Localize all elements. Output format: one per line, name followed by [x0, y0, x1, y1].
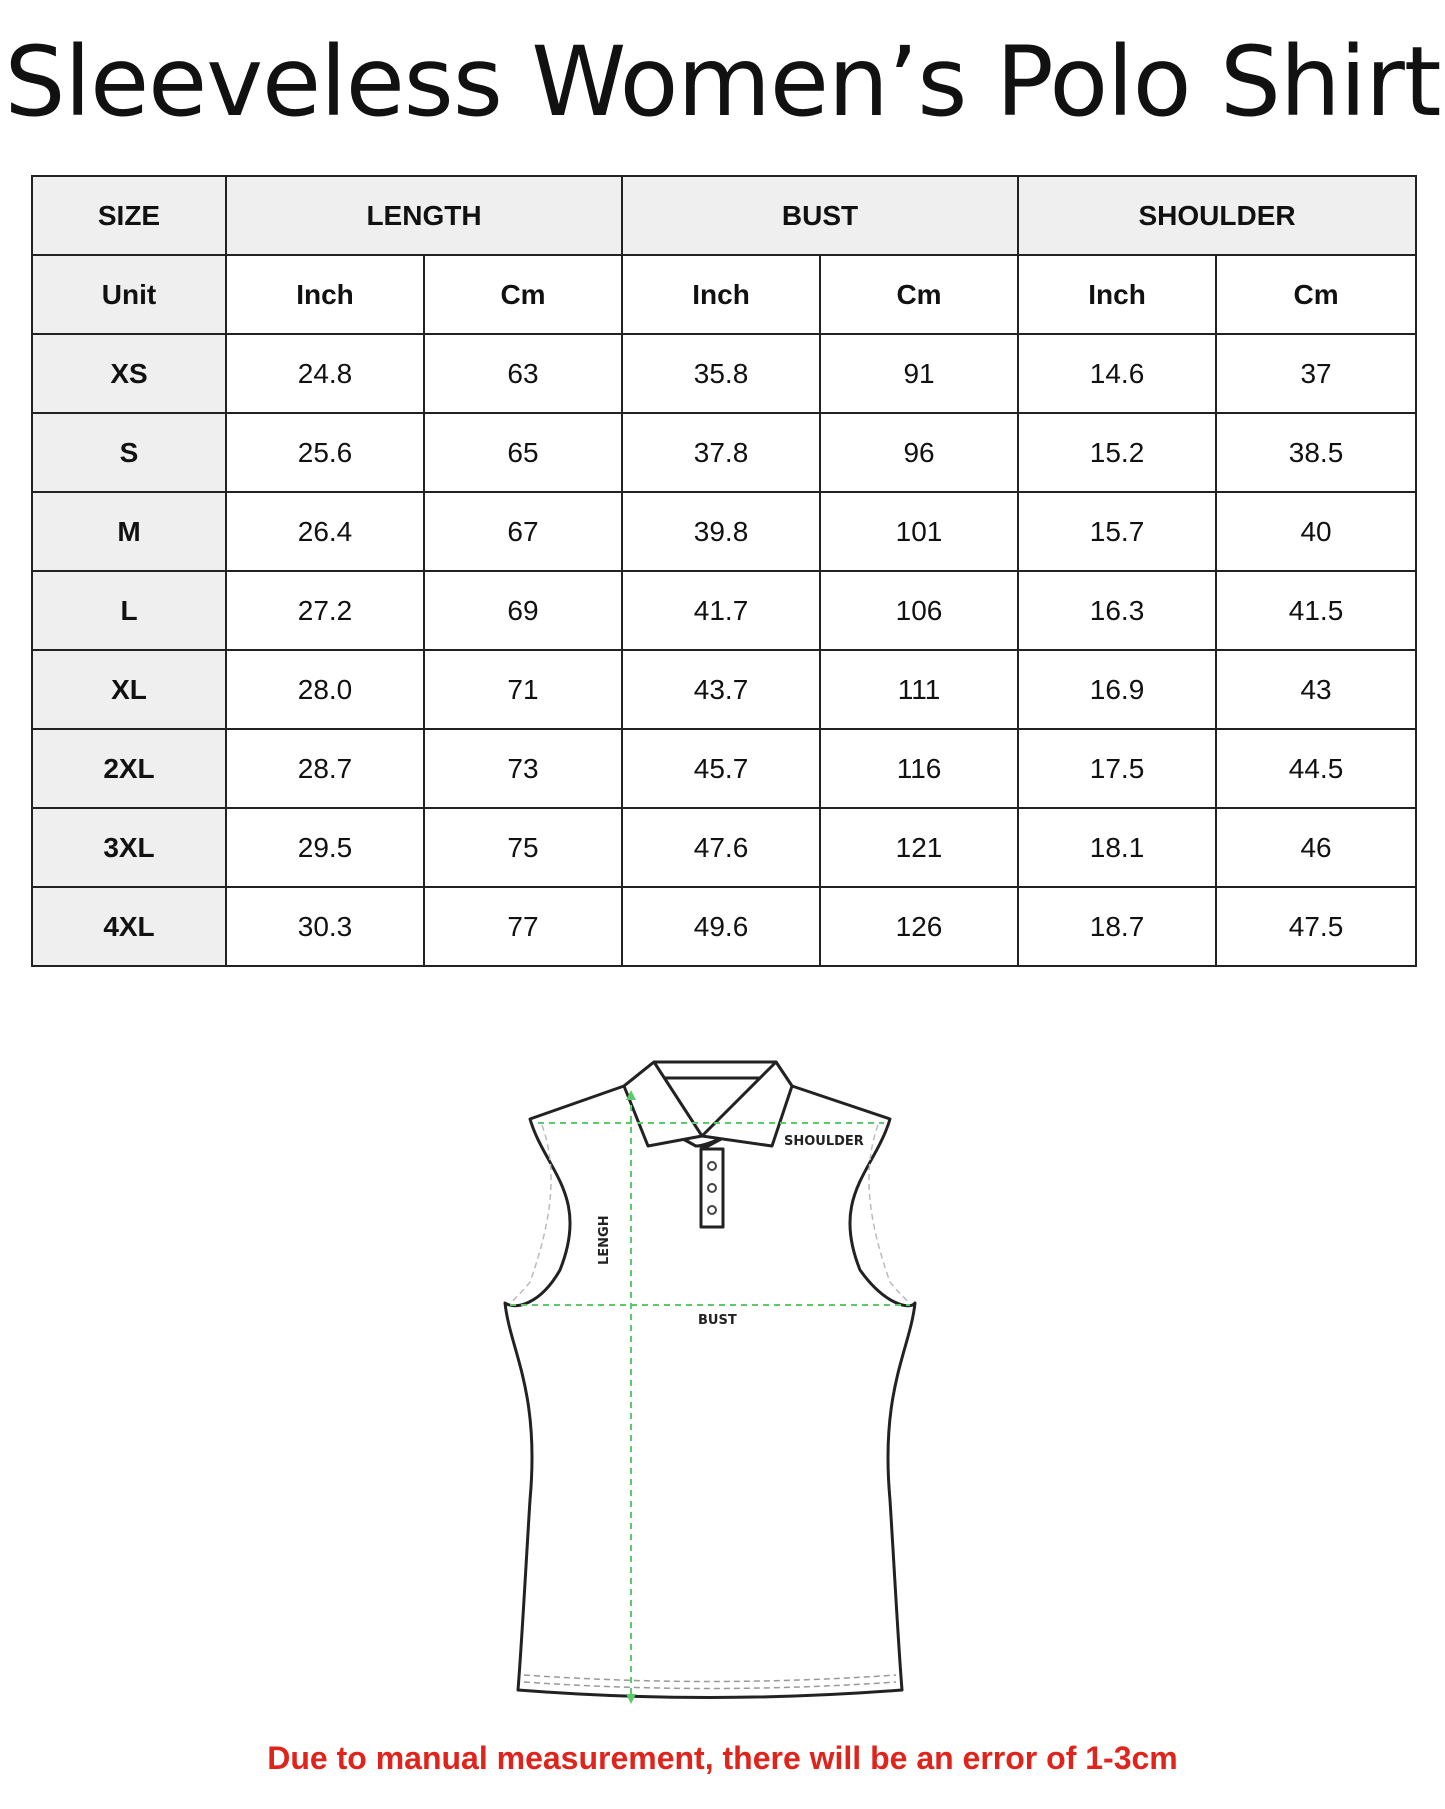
unit-label: Unit: [32, 255, 226, 334]
length-inch: 28.7: [226, 729, 424, 808]
header-shoulder: SHOULDER: [1018, 176, 1416, 255]
unit-row: [32, 255, 1416, 334]
unit-bust-cm: Cm: [820, 255, 1018, 334]
bust-inch: 45.7: [622, 729, 820, 808]
table-row: [32, 729, 1416, 808]
bust-inch: 47.6: [622, 808, 820, 887]
shoulder-label: SHOULDER: [784, 1134, 864, 1149]
length-inch: 27.2: [226, 571, 424, 650]
length-inch: 29.5: [226, 808, 424, 887]
polo-shirt-diagram: [490, 1020, 930, 1710]
shoulder-cm: 47.5: [1216, 887, 1416, 966]
size-cell: L: [32, 571, 226, 650]
shoulder-cm: 46: [1216, 808, 1416, 887]
table-row: [32, 808, 1416, 887]
bust-cm: 116: [820, 729, 1018, 808]
bust-cm: 106: [820, 571, 1018, 650]
shoulder-inch: 14.6: [1018, 334, 1216, 413]
shirt-outline: [505, 1062, 915, 1698]
length-inch: 24.8: [226, 334, 424, 413]
shoulder-inch: 16.9: [1018, 650, 1216, 729]
unit-length-inch: Inch: [226, 255, 424, 334]
bust-inch: 49.6: [622, 887, 820, 966]
table-row: [32, 413, 1416, 492]
arrow-icon: [626, 1694, 636, 1704]
bust-inch: 41.7: [622, 571, 820, 650]
shoulder-cm: 37: [1216, 334, 1416, 413]
shoulder-inch: 16.3: [1018, 571, 1216, 650]
size-cell: M: [32, 492, 226, 571]
size-cell: 2XL: [32, 729, 226, 808]
size-cell: XS: [32, 334, 226, 413]
shoulder-inch: 17.5: [1018, 729, 1216, 808]
length-inch: 25.6: [226, 413, 424, 492]
button-icon: [708, 1162, 716, 1170]
length-inch: 26.4: [226, 492, 424, 571]
length-cm: 75: [424, 808, 622, 887]
length-cm: 71: [424, 650, 622, 729]
size-cell: XL: [32, 650, 226, 729]
bust-inch: 37.8: [622, 413, 820, 492]
bust-label: BUST: [698, 1313, 737, 1328]
shoulder-cm: 43: [1216, 650, 1416, 729]
shoulder-inch: 15.7: [1018, 492, 1216, 571]
shoulder-cm: 40: [1216, 492, 1416, 571]
table-row: [32, 492, 1416, 571]
shoulder-inch: 15.2: [1018, 413, 1216, 492]
length-cm: 69: [424, 571, 622, 650]
bust-cm: 111: [820, 650, 1018, 729]
unit-shoulder-inch: Inch: [1018, 255, 1216, 334]
shoulder-cm: 44.5: [1216, 729, 1416, 808]
unit-bust-inch: Inch: [622, 255, 820, 334]
placket-buttons: [708, 1162, 716, 1214]
length-cm: 63: [424, 334, 622, 413]
table-row: [32, 571, 1416, 650]
unit-shoulder-cm: Cm: [1216, 255, 1416, 334]
table-row: [32, 887, 1416, 966]
bust-inch: 43.7: [622, 650, 820, 729]
disclaimer-note: Due to manual measurement, there will be an error of 1-3cm: [267, 1740, 1178, 1776]
shoulder-cm: 38.5: [1216, 413, 1416, 492]
header-bust: BUST: [622, 176, 1018, 255]
unit-length-cm: Cm: [424, 255, 622, 334]
length-label: LENGH: [597, 1215, 612, 1265]
size-chart-table: [31, 175, 1417, 967]
button-icon: [708, 1184, 716, 1192]
size-cell: S: [32, 413, 226, 492]
length-cm: 67: [424, 492, 622, 571]
bust-inch: 35.8: [622, 334, 820, 413]
bust-cm: 126: [820, 887, 1018, 966]
shoulder-cm: 41.5: [1216, 571, 1416, 650]
size-cell: 4XL: [32, 887, 226, 966]
size-cell: 3XL: [32, 808, 226, 887]
shoulder-inch: 18.7: [1018, 887, 1216, 966]
page-title: Sleeveless Women’s Polo Shirt: [4, 26, 1441, 138]
table-row: [32, 650, 1416, 729]
header-size: SIZE: [32, 176, 226, 255]
header-length: LENGTH: [226, 176, 622, 255]
bust-cm: 101: [820, 492, 1018, 571]
bust-cm: 121: [820, 808, 1018, 887]
length-cm: 77: [424, 887, 622, 966]
length-cm: 73: [424, 729, 622, 808]
group-header-row: [32, 176, 1416, 255]
table-row: [32, 334, 1416, 413]
bust-cm: 96: [820, 413, 1018, 492]
button-icon: [708, 1206, 716, 1214]
length-inch: 28.0: [226, 650, 424, 729]
shoulder-inch: 18.1: [1018, 808, 1216, 887]
bust-cm: 91: [820, 334, 1018, 413]
bust-inch: 39.8: [622, 492, 820, 571]
length-inch: 30.3: [226, 887, 424, 966]
length-cm: 65: [424, 413, 622, 492]
